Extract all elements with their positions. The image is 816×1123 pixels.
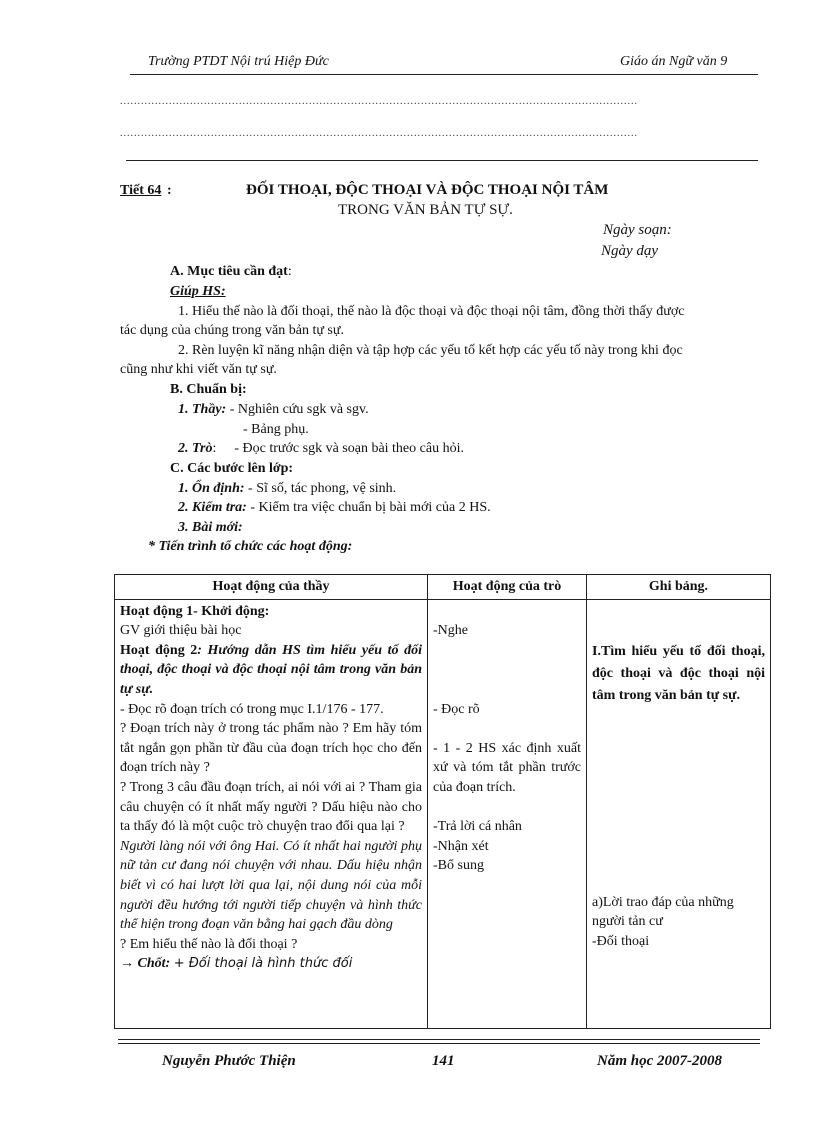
question-source: ? Đoạn trích này ở trong tác phẩm nào ? Em hãy tóm tắt ngắn gọn phần từ đầu của đoạn trích học cho đến đoạn trích này ? (120, 721, 422, 776)
activity-1-title: Hoạt động 1- Khởi động: (120, 603, 270, 619)
board-notes-cell (587, 599, 771, 1028)
preparation-heading: B. Chuẩn bị: (170, 382, 247, 397)
footer-rule-bottom (118, 1043, 760, 1044)
steps-heading: C. Các bước lên lớp: (170, 461, 294, 476)
student-answer: -Trả lời cá nhân (433, 819, 522, 835)
activity-1-text: GV giới thiệu bài học (120, 623, 242, 639)
question-read: - Đọc rõ đoạn trích có trong mục I.1/176 - 177. (120, 701, 384, 717)
objective-1-line1: 1. Hiểu thế nào là đối thoại, thế nào là độc thoại và độc thoại nội tâm, đồng thời thấy được (178, 304, 685, 319)
dotted-line-1: .................................................................................................................................................... (120, 96, 638, 107)
process-label: * Tiến trình tổ chức các hoạt động: (148, 539, 353, 554)
teacher-prep: 1. Thầy: - Nghiên cứu sgk và sgv. (178, 402, 369, 417)
header-school: Trường PTDT Nội trú Hiệp Đức (148, 54, 329, 69)
arrow-icon: → (120, 956, 134, 972)
board-item-a: a)Lời trao đáp của những người tản cư (592, 894, 734, 930)
step-new-lesson: 3. Bài mới: (178, 520, 243, 535)
student-read: - Đọc rõ (433, 701, 480, 717)
step-stabilize: 1. Ổn định: - Sĩ số, tác phong, vệ sinh. (178, 481, 397, 496)
date-prepared: Ngày soạn: (603, 222, 672, 238)
student-activity-cell (428, 599, 587, 1028)
table-row (115, 599, 771, 1028)
objectives-heading: A. Mục tiêu cần đạt: (170, 264, 292, 279)
student-supplement: -Bổ sung (433, 858, 484, 874)
conclusion: → Chốt: + Đối thoại là hình thức đối (120, 956, 353, 972)
header-board-notes: Ghi bảng. (587, 575, 771, 600)
objective-1-line2: tác dụng của chúng trong văn bản tự sự. (120, 323, 344, 338)
lesson-colon: : (167, 183, 172, 198)
footer-rule-top (118, 1039, 760, 1040)
table-header-row (115, 575, 771, 600)
header-subject: Giáo án Ngữ văn 9 (620, 54, 728, 69)
student-prep: 2. Trò: - Đọc trước sgk và soạn bài theo câu hỏi. (178, 441, 464, 456)
student-summary: - 1 - 2 HS xác định xuất xứ và tóm tắt phần trước của đoạn trích. (433, 740, 581, 795)
objective-2-line1: 2. Rèn luyện kĩ năng nhận diện và tập hợp các yếu tố kết hợp các yếu tố này trong khi đọc (178, 343, 683, 358)
header-rule (130, 74, 758, 75)
lesson-title-line1: ĐỐI THOẠI, ĐỘC THOẠI VÀ ĐỘC THOẠI NỘI TÂM (246, 182, 609, 198)
activity-2: Hoạt động 2: Hướng dẫn HS tìm hiểu yếu tố đối thoại, độc thoại và độc thoại nội tâm trong văn bản tự sự. (120, 642, 422, 697)
objectives-help: Giúp HS: (170, 284, 226, 299)
student-listen: -Nghe (433, 623, 468, 639)
step-check: 2. Kiểm tra: - Kiểm tra việc chuẩn bị bài mới của 2 HS. (178, 500, 491, 515)
objective-2-line2: cũng như khi viết văn tự sự. (120, 362, 277, 377)
teacher-activity-cell (115, 599, 428, 1028)
lesson-number: Tiết 64 (120, 183, 162, 198)
footer-year: Năm học 2007-2008 (597, 1053, 722, 1069)
footer-page-number: 141 (432, 1053, 455, 1069)
dotted-line-2: .................................................................................................................................................... (120, 128, 638, 139)
teacher-prep-item2: - Bảng phụ. (243, 422, 309, 437)
question-definition: ? Em hiểu thế nào là đối thoại ? (120, 936, 298, 952)
footer-author: Nguyễn Phước Thiện (162, 1053, 296, 1069)
board-section-1: I.Tìm hiểu yếu tố đối thoại, độc thoại và độc thoại nội tâm trong văn bản tự sự. (592, 643, 765, 703)
separator-rule (126, 160, 758, 161)
question-dialogue: ? Trong 3 câu đầu đoạn trích, ai nói với ai ? Tham gia câu chuyện có ít nhất mấy người ? Dấu hiệu nào cho ta thấy đó là một cuộc trò chuyện trao đổi qua lại ? (120, 779, 422, 835)
lesson-activity-table (114, 574, 771, 1029)
answer-italic: Người làng nói với ông Hai. Có ít nhất hai người phụ nữ tản cư đang nói chuyện với nhau. Dấu hiệu nhận biết vì có hai lượt lời qua lại, nội dung nói của mỗi người đều hướng tới người tiếp chuyện và hình thức thể hiện trong đoạn văn bằng hai gạch đầu dòng (120, 838, 422, 933)
lesson-title-line2: TRONG VĂN BẢN TỰ SỰ. (338, 202, 513, 218)
date-taught: Ngày dạy (601, 243, 659, 259)
board-item-dialogue: -Đối thoại (592, 933, 650, 949)
student-comment: -Nhận xét (433, 838, 489, 854)
header-teacher-activity: Hoạt động của thầy (115, 575, 428, 600)
header-student-activity: Hoạt động của trò (428, 575, 587, 600)
